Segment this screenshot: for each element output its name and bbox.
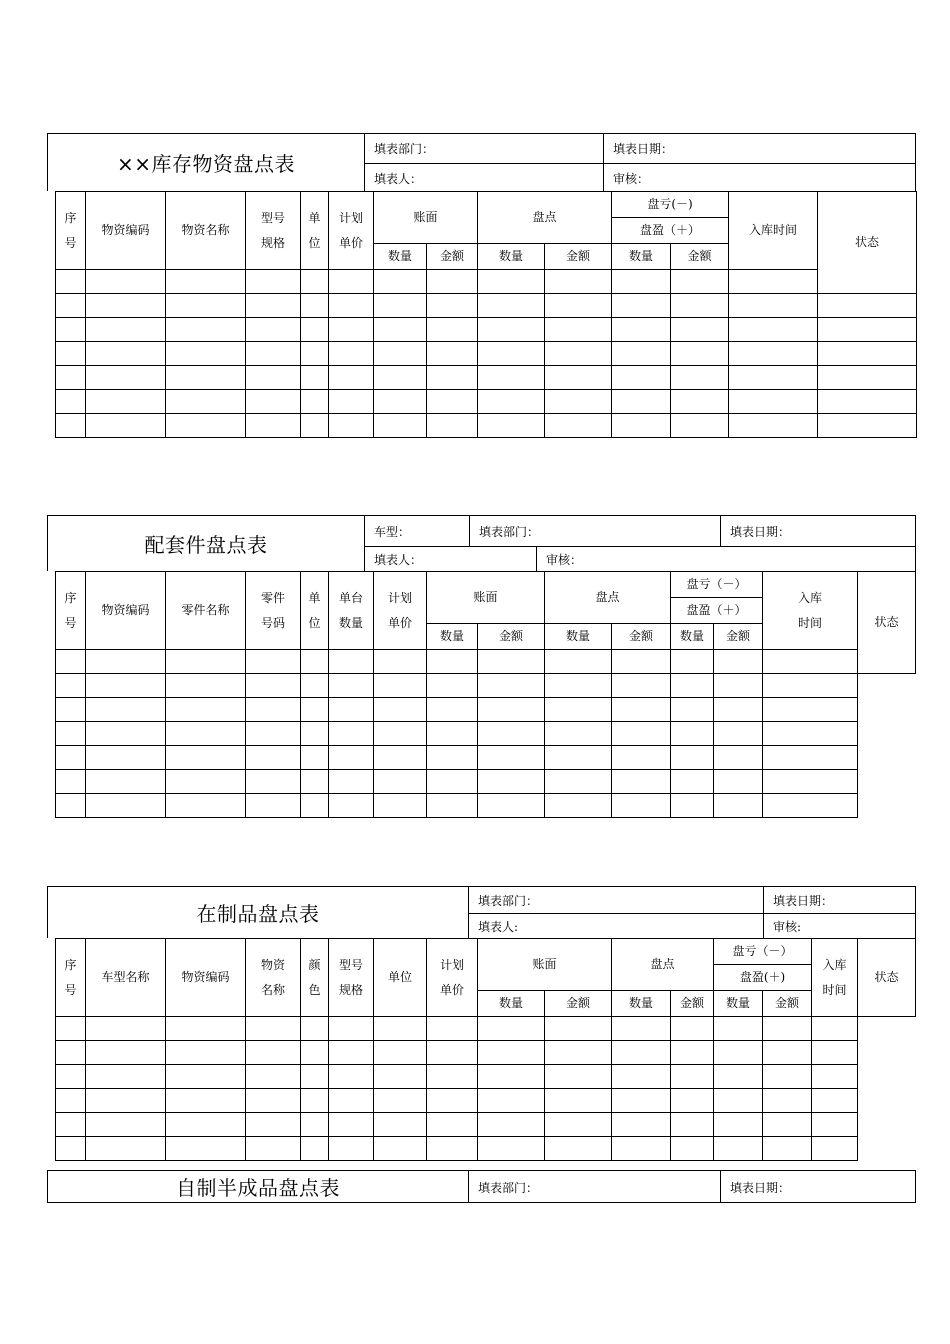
col-seq: 序 号 (56, 192, 86, 270)
table-row[interactable] (56, 770, 916, 794)
col-price: 计划 单价 (374, 572, 427, 650)
col-model: 车型名称 (86, 939, 166, 1017)
col-intime: 入库 时间 (812, 939, 858, 1017)
col-qty: 数量 (478, 244, 545, 270)
audit-field[interactable]: 审核： (603, 163, 916, 192)
col-qty: 数量 (478, 991, 545, 1017)
col-count: 盘点 (478, 192, 612, 244)
table-row[interactable] (56, 414, 917, 438)
col-perset: 单台 数量 (329, 572, 374, 650)
col-code: 物资编码 (86, 192, 166, 270)
col-qty: 数量 (612, 244, 671, 270)
col-gain: 盘盈（＋） (671, 598, 763, 624)
col-book: 账面 (478, 939, 612, 991)
table-row[interactable] (56, 270, 917, 294)
col-amt: 金额 (427, 244, 478, 270)
date-field[interactable]: 填表日期： (763, 887, 916, 913)
dept-field[interactable]: 填表部门： (478, 1180, 539, 1195)
table-row[interactable] (56, 390, 917, 414)
col-intime: 入库时间 (729, 192, 818, 270)
wip-table (55, 938, 916, 1161)
table-row[interactable] (56, 294, 917, 318)
dept-field[interactable]: 填表部门： (469, 516, 720, 546)
inventory-table (55, 191, 917, 438)
table-row[interactable] (56, 722, 916, 746)
table-row[interactable] (56, 698, 916, 722)
col-loss: 盘亏（－） (671, 572, 763, 598)
col-qty: 数量 (545, 624, 612, 650)
col-book: 账面 (374, 192, 478, 244)
col-amt: 金额 (671, 991, 714, 1017)
col-loss: 盘亏（－） (714, 939, 812, 965)
table-row[interactable] (56, 674, 916, 698)
dept-field[interactable]: 填表部门： (374, 142, 435, 156)
col-qty: 数量 (671, 624, 714, 650)
table-row[interactable] (56, 650, 916, 674)
col-code: 物资编码 (166, 939, 246, 1017)
person-field[interactable]: 填表人： (365, 163, 603, 192)
form-title: 配套件盘点表 (48, 516, 365, 571)
wip-form (47, 886, 916, 1161)
person-field[interactable]: 填表人: (469, 913, 763, 939)
table-row[interactable] (56, 1137, 916, 1161)
col-code: 物资编码 (86, 572, 166, 650)
table-row[interactable] (56, 366, 917, 390)
model-field[interactable]: 车型： (374, 524, 411, 539)
form-header (47, 515, 916, 571)
col-qty: 数量 (714, 991, 763, 1017)
form-header (47, 886, 916, 938)
col-qty: 数量 (612, 991, 671, 1017)
table-row[interactable] (56, 342, 917, 366)
col-qty: 数量 (427, 624, 478, 650)
col-seq: 序 号 (56, 572, 86, 650)
col-amt: 金额 (714, 624, 763, 650)
dept-field[interactable]: 填表部门： (478, 893, 539, 908)
col-gain: 盘盈（＋） (612, 218, 729, 244)
col-qty: 数量 (374, 244, 427, 270)
col-seq: 序 号 (56, 939, 86, 1017)
col-name: 物资 名称 (246, 939, 301, 1017)
audit-field[interactable]: 审核: (763, 913, 916, 939)
form-title: 在制品盘点表 (48, 887, 469, 938)
semi-finished-form (47, 1170, 916, 1203)
col-unit: 单位 (374, 939, 427, 1017)
person-field[interactable]: 填表人： (365, 546, 536, 572)
col-count: 盘点 (612, 939, 714, 991)
col-amt: 金额 (545, 991, 612, 1017)
parts-table (55, 571, 916, 818)
col-count: 盘点 (545, 572, 671, 624)
col-status: 状态 (858, 572, 916, 674)
col-amt: 金额 (612, 624, 671, 650)
table-row[interactable] (56, 1089, 916, 1113)
form-header (47, 1170, 916, 1203)
col-gain: 盘盈(＋) (714, 965, 812, 991)
col-intime: 入库 时间 (763, 572, 858, 650)
col-color: 颜 色 (301, 939, 329, 1017)
audit-field[interactable]: 审核： (536, 546, 916, 572)
col-name: 物资名称 (166, 192, 246, 270)
col-amt: 金额 (671, 244, 729, 270)
col-part: 零件名称 (166, 572, 246, 650)
col-partno: 零件 号码 (246, 572, 301, 650)
table-row[interactable] (56, 318, 917, 342)
col-book: 账面 (427, 572, 545, 624)
col-price: 计划 单价 (427, 939, 478, 1017)
col-status: 状态 (818, 192, 917, 294)
parts-form (47, 515, 916, 818)
col-unit: 单 位 (301, 572, 329, 650)
table-row[interactable] (56, 1065, 916, 1089)
col-price: 计划 单价 (329, 192, 374, 270)
col-amt: 金额 (478, 624, 545, 650)
table-row[interactable] (56, 1113, 916, 1137)
col-unit: 单 位 (301, 192, 329, 270)
table-row[interactable] (56, 746, 916, 770)
col-amt: 金额 (545, 244, 612, 270)
table-row[interactable] (56, 1041, 916, 1065)
table-row[interactable] (56, 1017, 916, 1041)
col-status: 状态 (858, 939, 916, 1017)
col-spec: 型号 规格 (329, 939, 374, 1017)
table-row[interactable] (56, 794, 916, 818)
date-field[interactable]: 填表日期： (603, 134, 916, 163)
form-title: 自制半成品盘点表 (48, 1171, 469, 1202)
inventory-form (47, 133, 917, 438)
col-loss: 盘亏(－) (612, 192, 729, 218)
col-amt: 金额 (763, 991, 812, 1017)
form-title: ××库存物资盘点表 (48, 134, 365, 191)
form-header (47, 133, 916, 191)
date-field[interactable]: 填表日期： (720, 516, 916, 546)
col-spec: 型号 规格 (246, 192, 301, 270)
date-field[interactable]: 填表日期： (720, 1171, 916, 1203)
